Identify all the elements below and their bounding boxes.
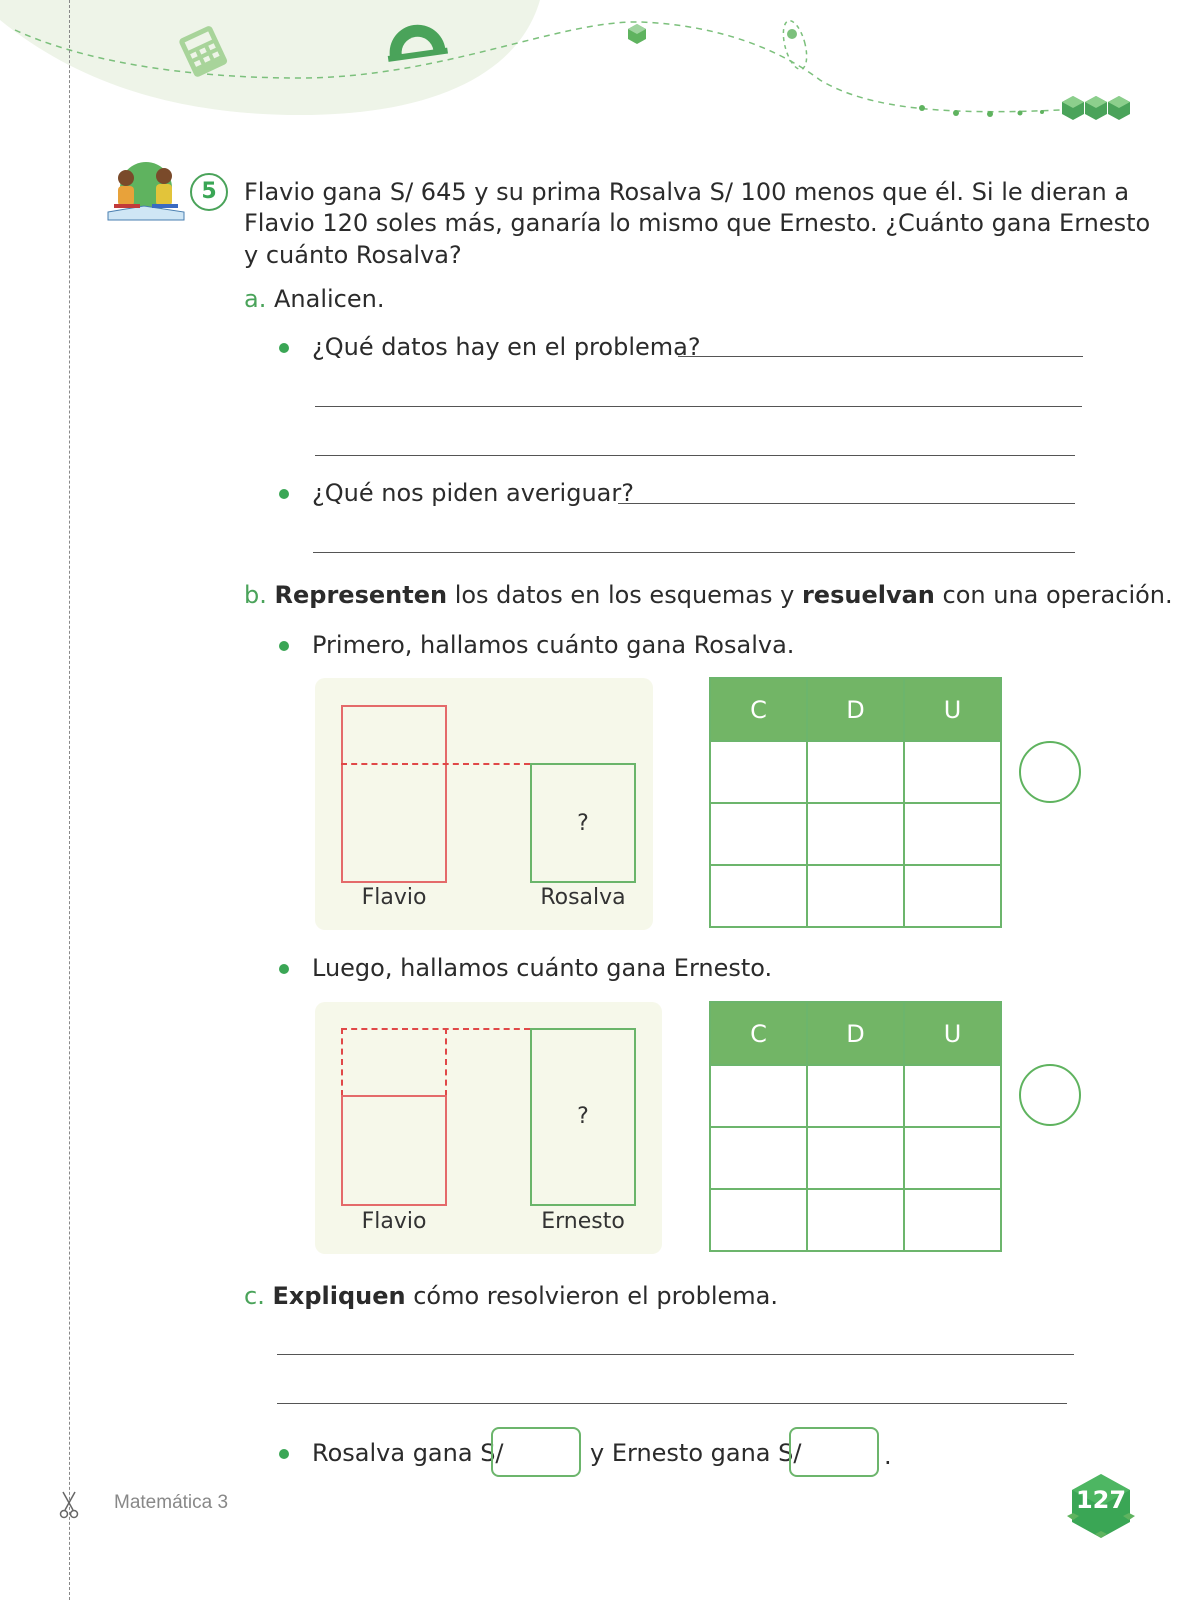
table-cell[interactable]: [807, 1065, 904, 1127]
rosalva-question: ?: [577, 811, 589, 836]
book-title: Matemática 3: [114, 1492, 229, 1513]
table-cell[interactable]: [710, 1189, 807, 1251]
students-icon: [104, 160, 188, 224]
difference-line-1: [341, 763, 530, 765]
problem-line-1: Flavio gana S/ 645 y su prima Rosalva S/ 100 menos que él. Si le dieran a: [244, 178, 1130, 206]
flavio-label-1: Flavio: [361, 885, 427, 910]
part-b-letter: b.: [244, 581, 267, 609]
explain-line-1[interactable]: [277, 1354, 1074, 1355]
part-c-heading: [244, 1280, 778, 1312]
problem-line-3: y cuánto Rosalva?: [244, 241, 462, 269]
cube-icon: [628, 24, 646, 44]
part-a-heading: [244, 283, 384, 315]
header-c: C: [710, 678, 807, 741]
part-a-letter: a.: [244, 285, 267, 313]
part-c-text: cómo resolvieron el problema.: [405, 1282, 778, 1310]
page-number: 127: [1075, 1486, 1127, 1514]
cubes-row-icon: [1062, 96, 1130, 120]
table-cell[interactable]: [710, 803, 807, 865]
answer-line-4[interactable]: [618, 503, 1075, 504]
operation-sign-circle-1[interactable]: [1019, 741, 1081, 803]
part-c-bold: Expliquen: [272, 1282, 406, 1310]
table-cell[interactable]: [904, 741, 1001, 803]
place-value-table-1: [709, 677, 1002, 928]
flavio-bar-1[interactable]: [341, 705, 447, 883]
operation-sign-circle-2[interactable]: [1019, 1064, 1081, 1126]
table-cell[interactable]: [710, 865, 807, 927]
rosalva-answer-box[interactable]: [491, 1427, 581, 1477]
answer-line-2[interactable]: [315, 406, 1082, 407]
table-cell[interactable]: [710, 1065, 807, 1127]
extra-top-line: [341, 1028, 530, 1030]
flavio-label-2: Flavio: [361, 1209, 427, 1234]
question-ask: ¿Qué nos piden averiguar?: [312, 479, 634, 507]
table-cell[interactable]: [904, 803, 1001, 865]
problem-number: 5: [201, 179, 217, 204]
answer-ernesto-text: y Ernesto gana S/: [590, 1439, 802, 1467]
flavio-bar-2[interactable]: [341, 1095, 447, 1206]
part-b-heading: [244, 579, 1173, 611]
part-b-text-2: con una operación.: [934, 581, 1173, 609]
extra-left-line: [341, 1028, 343, 1096]
answer-line-5[interactable]: [313, 552, 1075, 553]
answer-period: .: [884, 1442, 892, 1470]
table-cell[interactable]: [904, 1065, 1001, 1127]
part-c-letter: c.: [244, 1282, 265, 1310]
part-b-text-1: los datos en los esquemas y: [447, 581, 802, 609]
bullet: [279, 641, 289, 651]
table-cell[interactable]: [807, 865, 904, 927]
step-1-text: Primero, hallamos cuánto gana Rosalva.: [312, 631, 795, 659]
problem-number-badge: [190, 173, 228, 211]
place-value-table-2: [709, 1001, 1002, 1252]
rosalva-label: Rosalva: [540, 885, 626, 910]
ernesto-label: Ernesto: [541, 1209, 625, 1234]
table-cell[interactable]: [807, 803, 904, 865]
part-b-bold-2: resuelvan: [801, 581, 935, 609]
answer-rosalva-text: Rosalva gana S/: [312, 1439, 504, 1467]
answer-line-3[interactable]: [315, 455, 1075, 456]
table-cell[interactable]: [807, 1189, 904, 1251]
explain-line-2[interactable]: [277, 1403, 1067, 1404]
answer-line-1[interactable]: [678, 356, 1083, 357]
cut-line: [69, 0, 70, 1600]
table-cell[interactable]: [710, 1127, 807, 1189]
bullet: [279, 964, 289, 974]
table-cell[interactable]: [710, 741, 807, 803]
header-d: D: [807, 1002, 904, 1065]
scissors-icon: [58, 1490, 80, 1520]
header-c: C: [710, 1002, 807, 1065]
problem-line-2: Flavio 120 soles más, ganaría lo mismo que Ernesto. ¿Cuánto gana Ernesto: [244, 209, 1151, 237]
bullet: [279, 489, 289, 499]
header-decoration: [0, 0, 1193, 130]
extra-right-line: [445, 1028, 447, 1096]
ernesto-answer-box[interactable]: [789, 1427, 879, 1477]
table-cell[interactable]: [904, 1127, 1001, 1189]
part-a-title: Analicen: [273, 285, 377, 313]
bullet: [279, 343, 289, 353]
header-d: D: [807, 678, 904, 741]
table-cell[interactable]: [807, 741, 904, 803]
part-a-period: .: [376, 285, 385, 313]
bullet: [279, 1449, 289, 1459]
header-u: U: [904, 678, 1001, 741]
table-cell[interactable]: [807, 1127, 904, 1189]
ernesto-question: ?: [577, 1104, 589, 1129]
table-cell[interactable]: [904, 865, 1001, 927]
header-u: U: [904, 1002, 1001, 1065]
part-b-bold-1: Representen: [274, 581, 448, 609]
question-data: ¿Qué datos hay en el problema?: [312, 333, 701, 361]
table-cell[interactable]: [904, 1189, 1001, 1251]
step-2-text: Luego, hallamos cuánto gana Ernesto.: [312, 954, 773, 982]
